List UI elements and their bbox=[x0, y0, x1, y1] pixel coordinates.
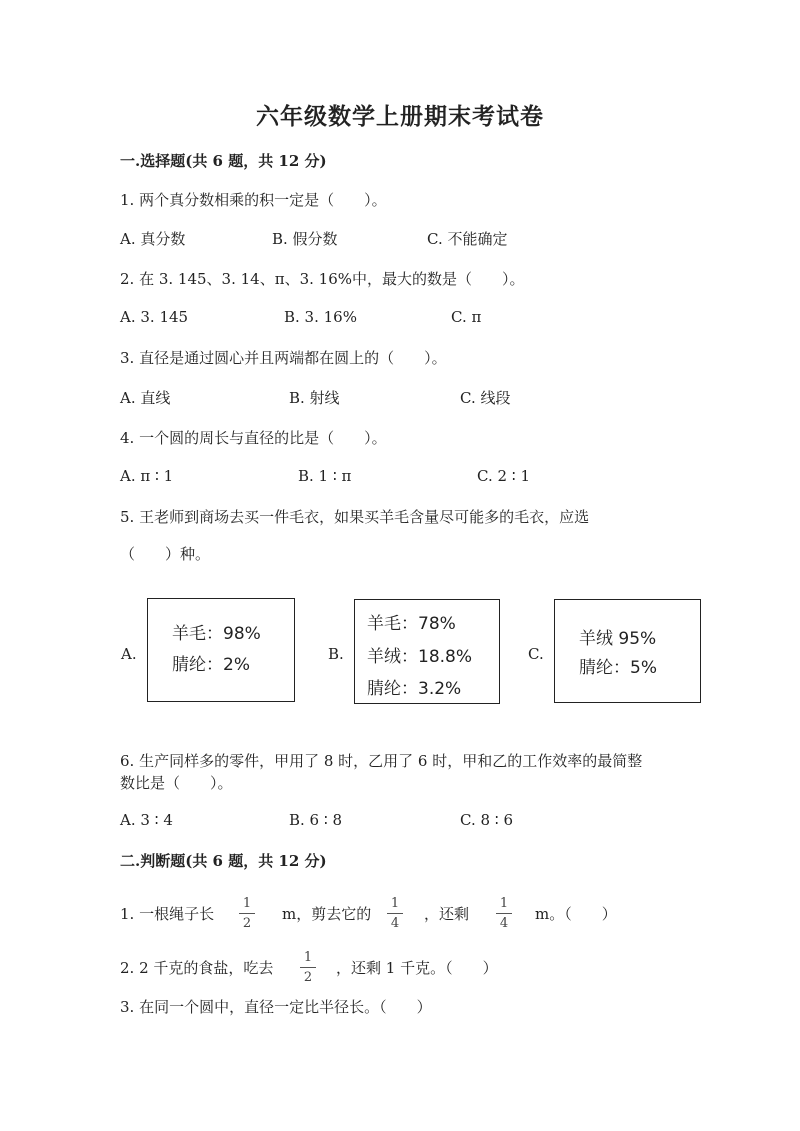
option-1-1-c: C. 不能确定 bbox=[427, 230, 508, 248]
judge-1-part-4: m。（ ） bbox=[535, 905, 617, 923]
fraction-quarter-2 bbox=[496, 897, 512, 930]
option-1-4-c: C. 2 ∶ 1 bbox=[477, 467, 531, 485]
box-b-line-3: 腈纶：3.2% bbox=[367, 679, 462, 699]
option-1-3-a: A. 直线 bbox=[120, 389, 171, 407]
question-1-6-line2: 数比是（ ）。 bbox=[120, 774, 233, 792]
option-1-5-c-box bbox=[554, 599, 701, 703]
fraction-denominator: 2 bbox=[242, 916, 252, 931]
question-1-5-line2: （ ）种。 bbox=[120, 545, 211, 563]
option-1-5-c-label: C. bbox=[528, 645, 544, 663]
option-1-3-b: B. 射线 bbox=[289, 389, 340, 407]
option-1-4-a: A. π ∶ 1 bbox=[120, 467, 174, 485]
question-1-5-line1: 5. 王老师到商场去买一件毛衣，如果买羊毛含量尽可能多的毛衣，应选 bbox=[120, 508, 590, 526]
question-1-1: 1. 两个真分数相乘的积一定是（ ）。 bbox=[120, 191, 387, 209]
box-a-line-1: 羊毛：98% bbox=[172, 624, 261, 644]
fraction-denominator: 2 bbox=[303, 970, 313, 985]
fraction-denominator: 4 bbox=[499, 916, 509, 931]
fraction-denominator: 4 bbox=[390, 916, 400, 931]
fraction-bar bbox=[496, 913, 512, 914]
option-1-5-a-label: A. bbox=[121, 645, 137, 663]
option-1-6-a: A. 3 ∶ 4 bbox=[120, 811, 173, 829]
fraction-half bbox=[239, 897, 255, 930]
section-heading-judge: 二.判断题(共 6 题，共 12 分) bbox=[120, 852, 327, 870]
question-1-4: 4. 一个圆的周长与直径的比是（ ）。 bbox=[120, 429, 387, 447]
option-1-2-b: B. 3. 16% bbox=[284, 308, 357, 326]
question-1-2: 2. 在 3. 145、3. 14、π、3. 16%中，最大的数是（ ）。 bbox=[120, 270, 525, 288]
judge-1-part-1: 1. 一根绳子长 bbox=[120, 905, 215, 923]
fraction-numerator: 1 bbox=[242, 896, 252, 911]
judge-2-part-2: ，还剩 1 千克。（ ） bbox=[336, 959, 498, 977]
option-1-5-b-label: B. bbox=[328, 645, 344, 663]
page-title: 六年级数学上册期末考试卷 bbox=[256, 103, 544, 130]
fraction-bar bbox=[239, 913, 255, 914]
box-b-line-1: 羊毛：78% bbox=[367, 614, 456, 634]
judge-3: 3. 在同一个圆中，直径一定比半径长。（ ） bbox=[120, 998, 432, 1016]
option-1-1-a: A. 真分数 bbox=[120, 230, 186, 248]
fraction-numerator: 1 bbox=[390, 896, 400, 911]
fraction-half-2 bbox=[300, 951, 316, 984]
fraction-bar bbox=[300, 967, 316, 968]
judge-1-part-2: m，剪去它的 bbox=[282, 905, 372, 923]
question-1-3: 3. 直径是通过圆心并且两端都在圆上的（ ）。 bbox=[120, 349, 447, 367]
section-heading-choice: 一.选择题(共 6 题，共 12 分) bbox=[120, 152, 327, 170]
option-1-5-a-box bbox=[147, 598, 295, 702]
option-1-3-c: C. 线段 bbox=[460, 389, 511, 407]
option-1-1-b: B. 假分数 bbox=[272, 230, 338, 248]
judge-1-part-3: ，还剩 bbox=[424, 905, 470, 923]
box-c-line-2: 腈纶：5% bbox=[579, 658, 657, 678]
option-1-6-c: C. 8 ∶ 6 bbox=[460, 811, 514, 829]
fraction-numerator: 1 bbox=[303, 950, 313, 965]
question-1-6-line1: 6. 生产同样多的零件，甲用了 8 时，乙用了 6 时，甲和乙的工作效率的最简整 bbox=[120, 752, 643, 770]
box-a-line-2: 腈纶：2% bbox=[172, 655, 250, 675]
fraction-bar bbox=[387, 913, 403, 914]
option-1-5-b-box bbox=[354, 599, 500, 704]
box-c-line-1: 羊绒 95% bbox=[579, 629, 657, 649]
option-1-2-a: A. 3. 145 bbox=[120, 308, 189, 326]
fraction-numerator: 1 bbox=[499, 896, 509, 911]
fraction-quarter-1 bbox=[387, 897, 403, 930]
option-1-6-b: B. 6 ∶ 8 bbox=[289, 811, 343, 829]
option-1-4-b: B. 1 ∶ π bbox=[298, 467, 352, 485]
box-b-line-2: 羊绒：18.8% bbox=[367, 647, 473, 667]
option-1-2-c: C. π bbox=[451, 308, 482, 326]
judge-2-part-1: 2. 2 千克的食盐，吃去 bbox=[120, 959, 274, 977]
